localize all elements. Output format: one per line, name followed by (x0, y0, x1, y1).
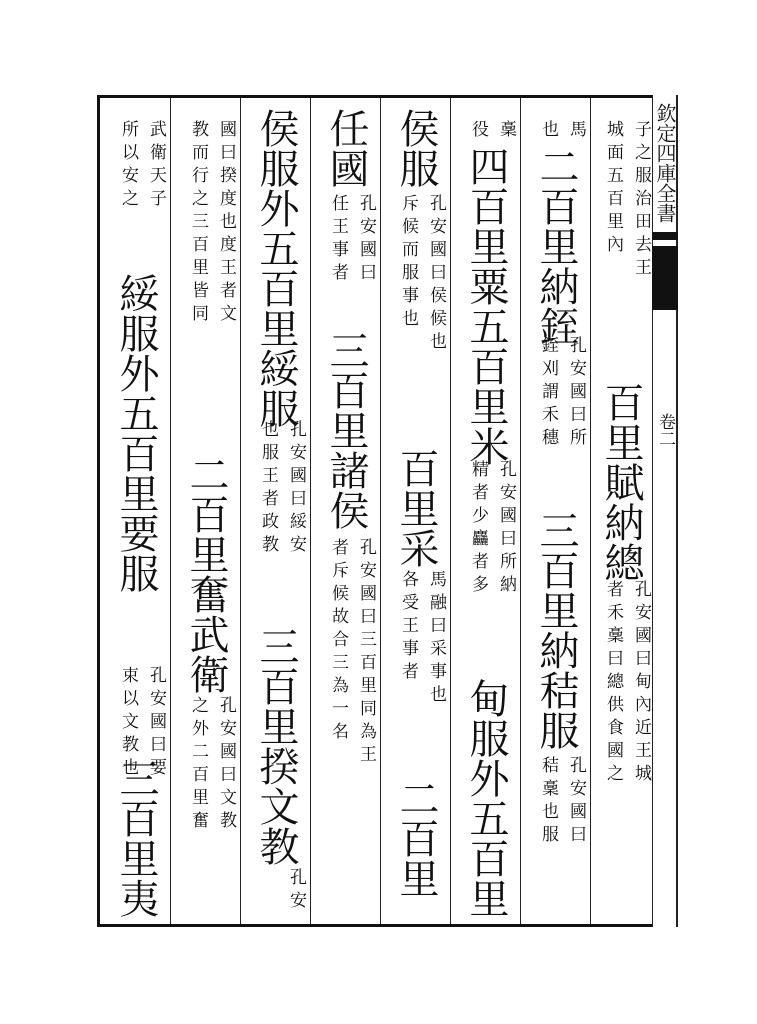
note-line-right: 孔安國曰甸內近王城 (631, 580, 651, 787)
main-text: 百里賦納總 (598, 382, 644, 582)
note-line-left: 也服王者政教 (258, 420, 278, 558)
juan-label: 卷二 (655, 413, 675, 447)
text-column-5 (380, 98, 450, 924)
main-text: 三百里納秸服 (533, 510, 579, 750)
note-line-left: 秸稾也服 (538, 756, 558, 848)
main-text: 三百里諸侯 (323, 330, 369, 530)
note-line-left: 也 (538, 120, 558, 143)
note-line-right: 孔安國曰 (356, 194, 376, 286)
text-column-8 (590, 98, 655, 924)
note-line-left: 精者少麤者多 (468, 460, 488, 598)
main-text: 四百里粟五百里米 (463, 146, 509, 466)
note-line-left: 役 (468, 120, 488, 143)
text-column-7 (520, 98, 590, 924)
main-text: 三百里夷 (113, 758, 159, 918)
main-text: 侯服 (393, 108, 439, 188)
text-column-3 (240, 98, 310, 924)
main-text: 二百里納銍 (533, 146, 579, 346)
note-line-left: 銍刈謂禾穗 (538, 336, 558, 451)
note-line-right: 孔安國曰要 (146, 666, 166, 781)
note-line-left: 斥候而服事也 (398, 194, 418, 332)
note-line-right: 孔安 (286, 868, 306, 914)
main-text: 百里采 (393, 448, 439, 568)
text-column-6 (450, 98, 520, 924)
note-line-right: 武衛天子 (146, 120, 166, 212)
note-line-right: 孔安國曰綏安 (286, 420, 306, 558)
main-text: 侯服外五百里綏服 (253, 108, 299, 428)
main-text: 任國 (323, 108, 369, 188)
text-column-4 (310, 98, 380, 924)
page-edge-margin (652, 95, 678, 927)
main-text: 綏服外五百里要服 (113, 273, 159, 593)
main-text: 二百里 (393, 778, 439, 898)
note-line-right: 孔安國曰三百里同為王 (356, 538, 376, 768)
note-line-left: 束以文教也 (118, 666, 138, 781)
note-line-left: 所以安之 (118, 120, 138, 212)
note-line-right: 稾 (496, 120, 516, 143)
note-line-right: 子之服治田去王 (631, 120, 651, 281)
note-line-left: 任王事者 (328, 194, 348, 286)
note-line-right: 孔安國曰侯候也 (426, 194, 446, 355)
text-column-2 (170, 98, 240, 924)
main-text: 三百里揆文教 (253, 626, 299, 866)
note-line-right: 孔安國曰 (566, 756, 586, 848)
note-line-left: 各受王事者 (398, 570, 418, 685)
book-title: 欽定四庫全書 (653, 103, 677, 223)
fishtail-mark-top (652, 232, 678, 240)
note-line-right: 馬融曰采事也 (426, 570, 446, 708)
note-line-left: 者禾稾曰總供食國之 (603, 580, 623, 787)
page-frame (97, 95, 652, 927)
note-line-right: 馬 (566, 120, 586, 143)
text-column-1 (100, 98, 170, 924)
note-line-right: 孔安國曰文教 (216, 696, 236, 834)
main-text: 二百里奮武衛 (183, 454, 229, 694)
note-line-left: 城面五百里內 (603, 120, 623, 258)
note-line-left: 者斥候故合三為一名 (328, 538, 348, 745)
note-line-left: 教而行之三百里皆同 (188, 120, 208, 327)
note-line-right: 孔安國曰所 (566, 336, 586, 451)
note-line-left: 之外二百里奮 (188, 696, 208, 834)
note-line-right: 孔安國曰所納 (496, 460, 516, 598)
main-text: 甸服外五百里 (463, 678, 509, 918)
fishtail-mark (652, 246, 678, 310)
note-line-right: 國曰揆度也度王者文 (216, 120, 236, 327)
